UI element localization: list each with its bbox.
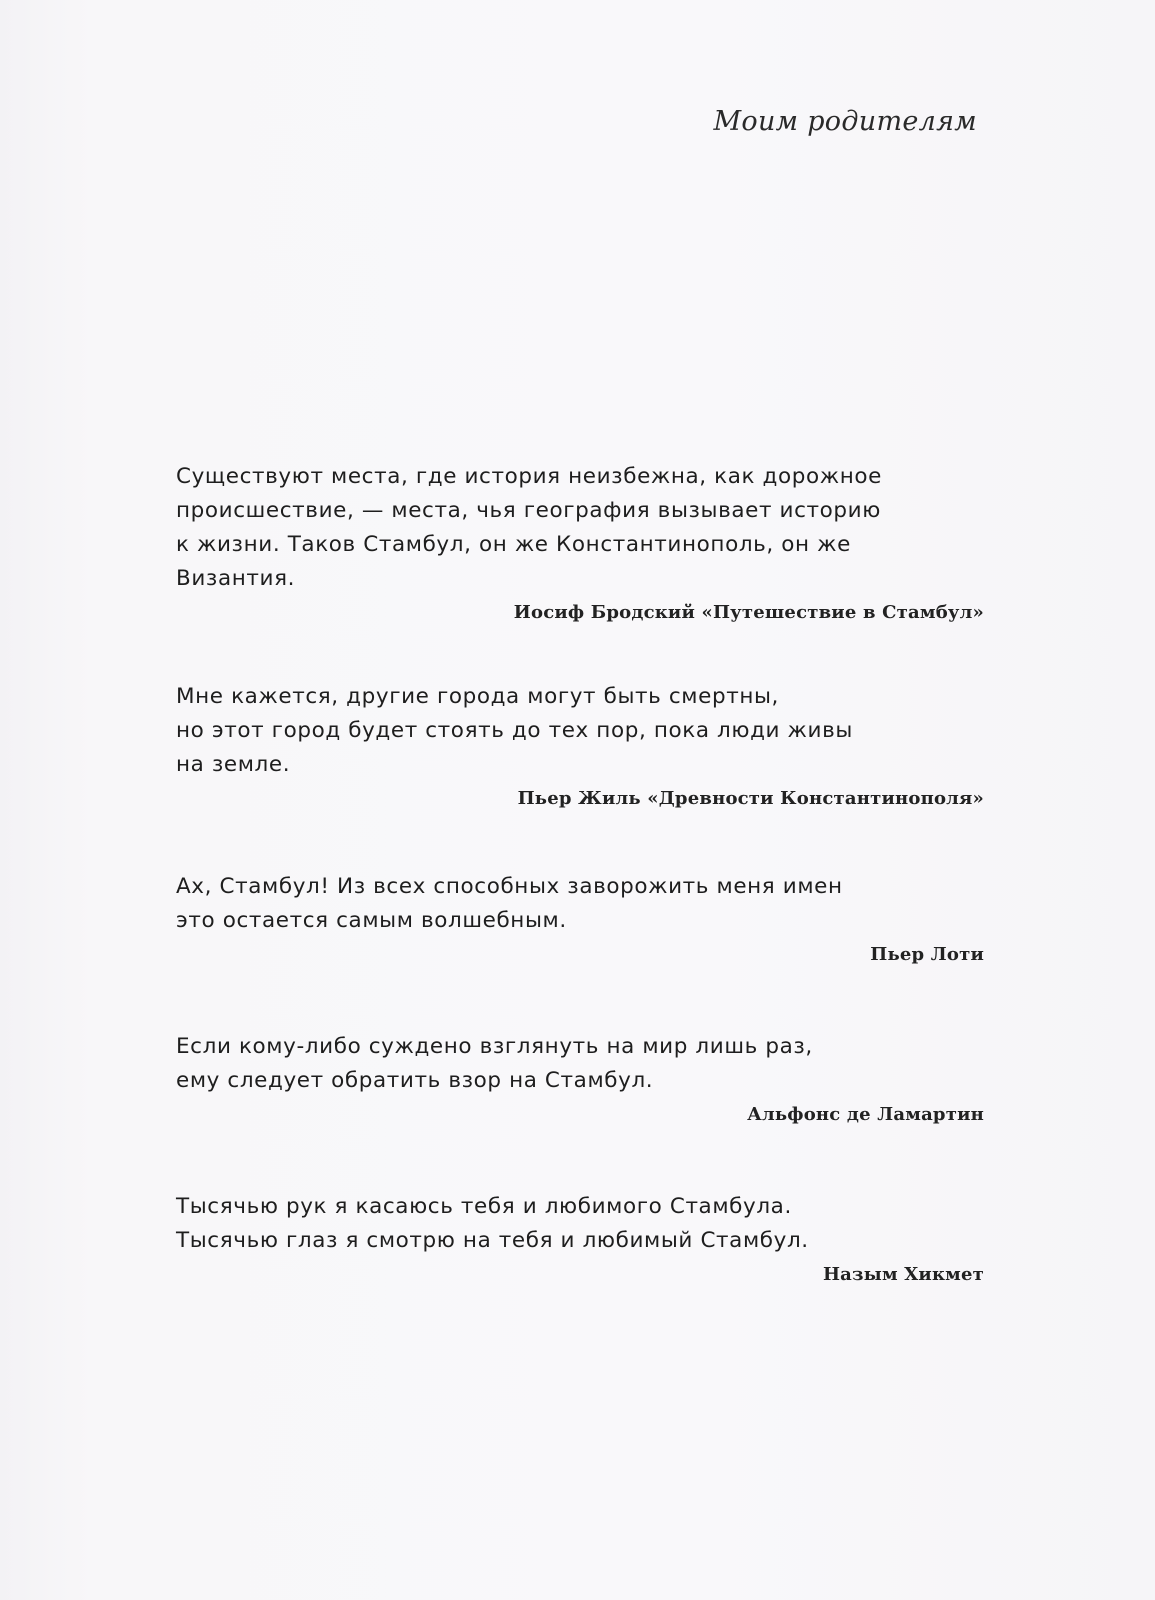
quote-line: это остается самым волшебным.: [176, 908, 567, 933]
dedication: Моим родителям: [713, 106, 977, 137]
quote-line: Существуют места, где история неизбежна, как дорожное: [176, 464, 882, 489]
quote-line: Византия.: [176, 566, 296, 591]
quote-line: Если кому-либо суждено взглянуть на мир лишь раз,: [176, 1034, 813, 1059]
quote-line: на земле.: [176, 752, 291, 777]
epigraph-quote: [176, 1030, 984, 1098]
quote-line: но этот город будет стоять до тех пор, пока люди живы: [176, 718, 853, 743]
epigraph-quote: [176, 870, 984, 938]
epigraph-attribution: Пьер Жиль «Древности Константинополя»: [517, 788, 984, 809]
epigraph-attribution: Альфонс де Ламартин: [747, 1104, 984, 1125]
epigraph-quote: [176, 460, 984, 596]
quote-line: Ах, Стамбул! Из всех способных заворожить меня имен: [176, 874, 843, 899]
quote-line: Мне кажется, другие города могут быть смертны,: [176, 684, 779, 709]
quote-line: Тысячью глаз я смотрю на тебя и любимый Стамбул.: [176, 1228, 809, 1253]
epigraph-gilles: [176, 680, 984, 809]
epigraph-quote: [176, 1190, 984, 1258]
quote-line: к жизни. Таков Стамбул, он же Константинополь, он же: [176, 532, 851, 557]
epigraph-attribution: Пьер Лоти: [870, 944, 984, 965]
epigraph-brodsky: [176, 460, 984, 623]
epigraph-hikmet: [176, 1190, 984, 1285]
epigraph-attribution: Назым Хикмет: [822, 1264, 984, 1285]
epigraph-quote: [176, 680, 984, 782]
epigraph-lamartine: [176, 1030, 984, 1125]
epigraph-attribution: Иосиф Бродский «Путешествие в Стамбул»: [513, 602, 984, 623]
epigraph-loti: [176, 870, 984, 965]
quote-line: происшествие, — места, чья география вызывает историю: [176, 498, 881, 523]
quote-line: ему следует обратить взор на Стамбул.: [176, 1068, 654, 1093]
quote-line: Тысячью рук я касаюсь тебя и любимого Стамбула.: [176, 1194, 792, 1219]
